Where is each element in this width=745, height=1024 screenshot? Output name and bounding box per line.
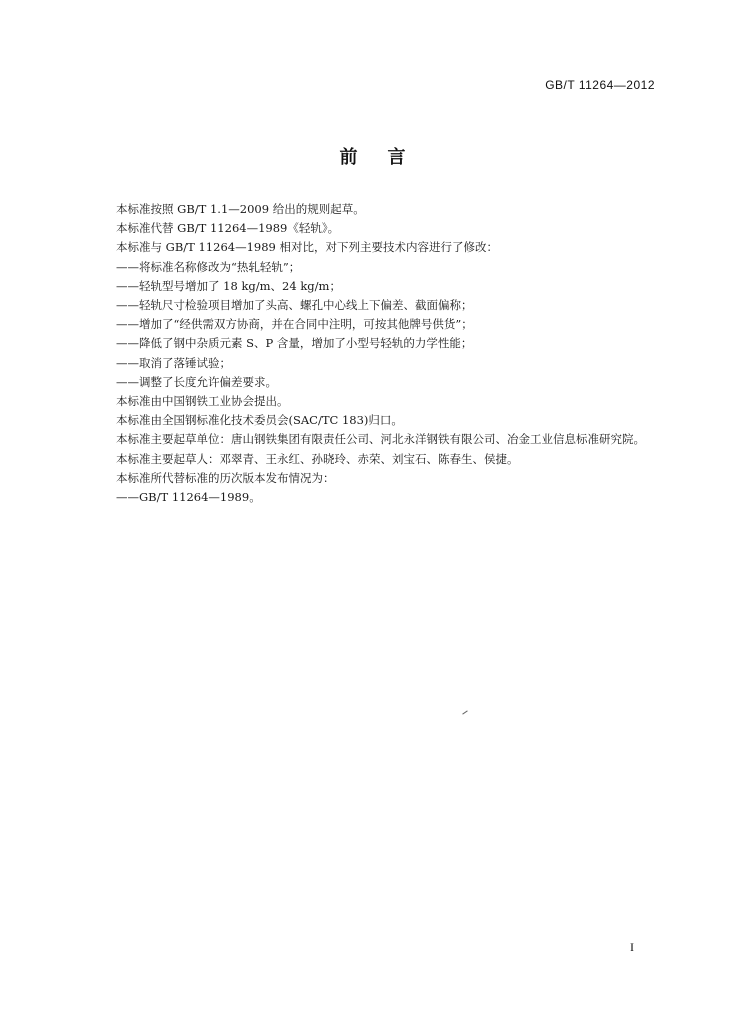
page-title: 前言 — [339, 147, 436, 168]
scan-speck — [462, 710, 467, 714]
list-item: ——增加了“经供需双方协商，并在合同中注明，可按其他牌号供货”； — [116, 317, 473, 332]
paragraph: 本标准主要起草单位：唐山钢铁集团有限责任公司、河北永洋钢铁有限公司、冶金工业信息标准研究院。 — [116, 432, 645, 447]
list-item: ——调整了长度允许偏差要求。 — [116, 374, 277, 389]
list-item: ——轻轨型号增加了 18 kg/m、24 kg/m； — [116, 278, 341, 293]
list-item: ——将标准名称修改为“热轧轻轨”； — [116, 259, 301, 274]
paragraph: 本标准主要起草人：邓翠青、王永红、孙晓玲、赤荣、刘宝石、陈春生、侯捷。 — [116, 451, 519, 466]
foreword-body — [88, 200, 660, 507]
standard-number: GB/T 11264—2012 — [545, 78, 655, 92]
list-item: ——降低了钢中杂质元素 S、P 含量，增加了小型号轻轨的力学性能； — [116, 336, 473, 351]
list-item: ——轻轨尺寸检验项目增加了头高、螺孔中心线上下偏差、截面偏称； — [116, 298, 473, 313]
list-item: ——GB/T 11264—1989。 — [116, 490, 261, 505]
page-number: I — [630, 940, 634, 954]
paragraph: 本标准按照 GB/T 1.1—2009 给出的规则起草。 — [116, 202, 365, 216]
paragraph: 本标准由中国钢铁工业协会提出。 — [116, 394, 289, 409]
list-item: ——取消了落锤试验； — [116, 355, 231, 370]
paragraph: 本标准所代替标准的历次版本发布情况为： — [116, 470, 335, 485]
paragraph: 本标准由全国钢标准化技术委员会(SAC/TC 183)归口。 — [116, 413, 403, 428]
paragraph: 本标准与 GB/T 11264—1989 相对比，对下列主要技术内容进行了修改： — [116, 240, 498, 255]
paragraph: 本标准代替 GB/T 11264—1989《轻轨》。 — [116, 221, 340, 236]
